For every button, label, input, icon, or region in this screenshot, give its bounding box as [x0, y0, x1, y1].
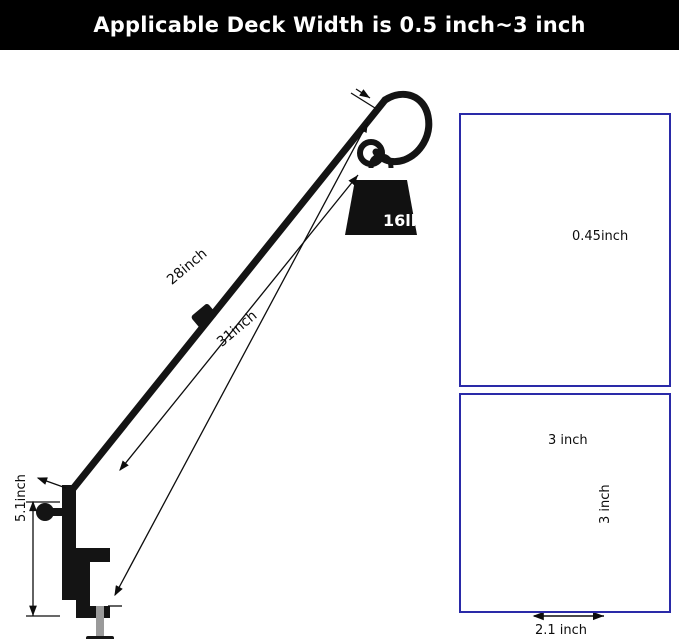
label-rod-length-upper: 28inch — [164, 245, 211, 289]
label-clamp-opening-depth: 3 inch — [598, 484, 613, 524]
label-weight-capacity: 16lbs — [383, 211, 432, 230]
flag-pole-rod — [72, 94, 429, 490]
clamp-dimension-inset — [459, 393, 671, 613]
label-clamp-opening-width: 3 inch — [548, 433, 588, 448]
label-clamp-height: 5.1inch — [14, 474, 29, 522]
label-rod-diameter: 0.45inch — [572, 229, 629, 244]
diagram-area — [0, 50, 679, 639]
label-rod-length-lower: 31inch — [214, 307, 261, 351]
dimension-31inch — [108, 122, 368, 606]
label-clamp-base-width: 2.1 inch — [535, 623, 588, 638]
header-banner — [0, 0, 679, 50]
rod-clip — [190, 303, 217, 329]
banner-title: Applicable Deck Width is 0.5 inch~3 inch — [93, 13, 586, 37]
rod-diameter-inset — [459, 113, 671, 387]
